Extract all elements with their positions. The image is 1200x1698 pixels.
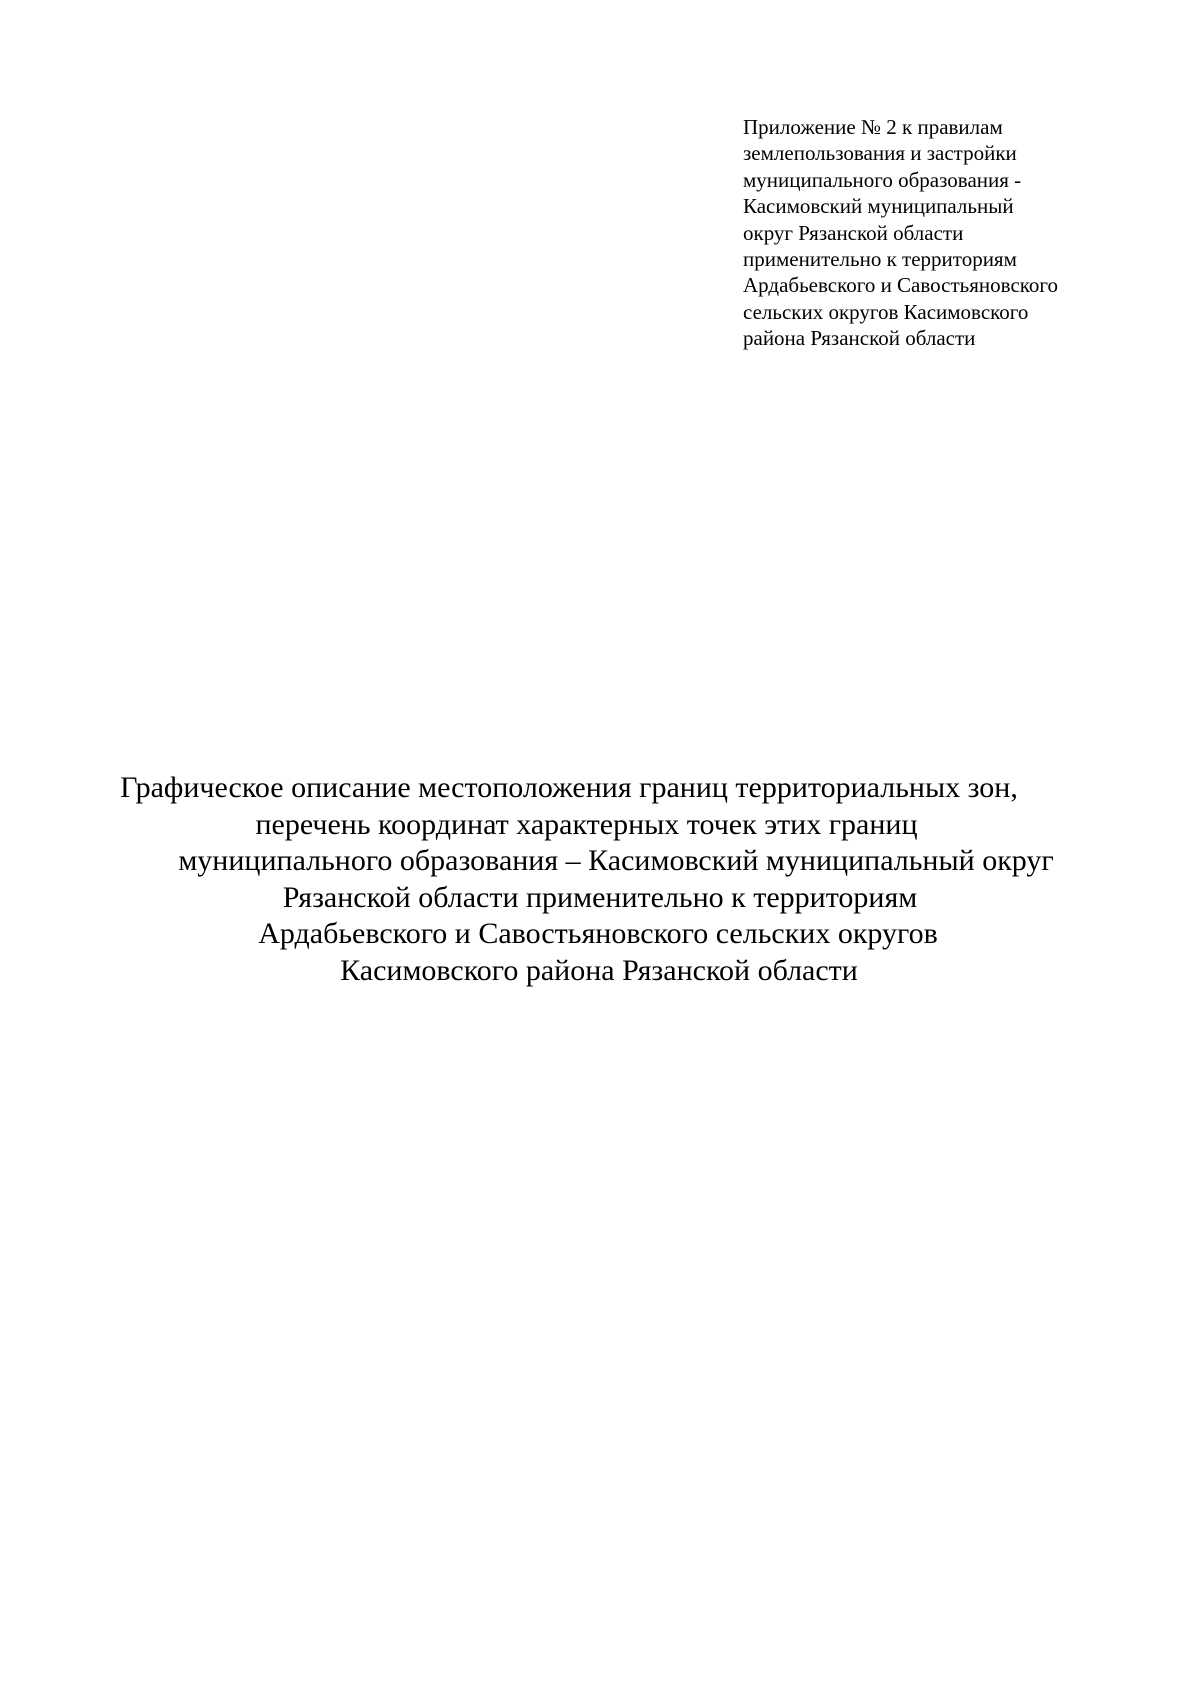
document-title-line: Касимовского района Рязанской области bbox=[340, 953, 858, 987]
appendix-note-line: применительно к территориям bbox=[743, 247, 1017, 272]
document-title-line: Рязанской области применительно к территориям bbox=[282, 880, 918, 914]
appendix-note-line: Касимовский муниципальный bbox=[743, 194, 1014, 219]
appendix-note-line: Приложение № 2 к правилам bbox=[743, 115, 1003, 139]
appendix-note-line: муниципального образования - bbox=[743, 167, 1022, 192]
appendix-note-line: сельских округов Касимовского bbox=[743, 299, 1029, 324]
document-title-line: перечень координат характерных точек этих границ bbox=[255, 807, 918, 841]
document-title bbox=[0, 770, 1200, 989]
document-title-line: Графическое описание местоположения границ территориальных зон, bbox=[120, 771, 1018, 804]
appendix-note-line: района Рязанской области bbox=[743, 326, 976, 351]
document-title-line: Ардабьевского и Савостьяновского сельских округов bbox=[258, 917, 938, 950]
appendix-note-line: землепользования и застройки bbox=[743, 141, 1017, 166]
appendix-note bbox=[743, 114, 1143, 352]
document-title-line: муниципального образования – Касимовский муниципальный округ bbox=[178, 844, 1054, 877]
appendix-note-line: Ардабьевского и Савостьяновского bbox=[743, 273, 1058, 298]
appendix-note-line: округ Рязанской области bbox=[743, 220, 964, 245]
